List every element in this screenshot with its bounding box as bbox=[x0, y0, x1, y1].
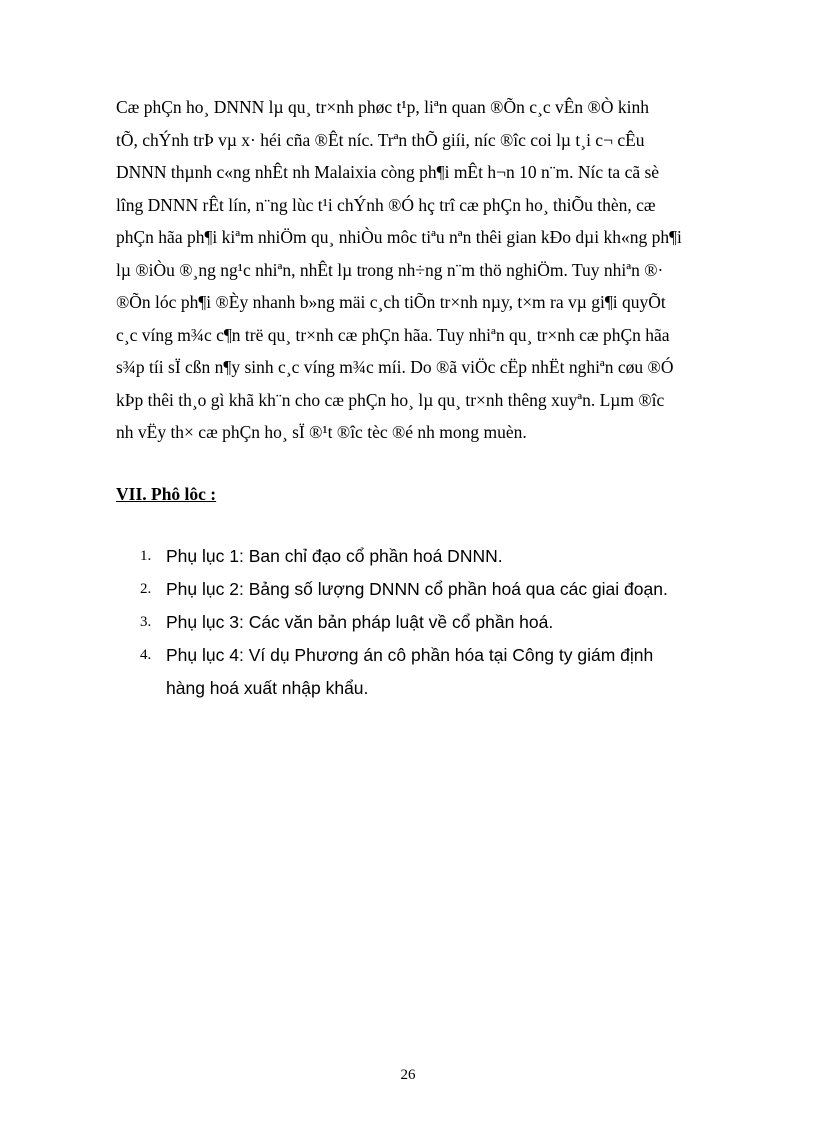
appendix-item-line: hàng hoá xuất nhập khẩu. bbox=[166, 678, 369, 698]
appendix-item-line: Phụ lục 1: Ban chỉ đạo cổ phần hoá DNNN. bbox=[166, 546, 503, 566]
appendix-item-line: Phụ lục 4: Ví dụ Phương án cô phần hóa tại Công ty giám định bbox=[166, 645, 654, 665]
appendix-item-text bbox=[166, 573, 756, 606]
body-paragraph bbox=[116, 91, 756, 449]
list-number: 4. bbox=[140, 647, 152, 663]
page-number: 26 bbox=[400, 1067, 416, 1083]
appendix-item-text bbox=[166, 540, 756, 573]
paragraph-line: s¾p tíi sÏ cßn n¶y sinh c¸c víng m¾c míi. Do ®ã viÖc cËp nhËt nghiªn cøu ®Ó bbox=[116, 357, 674, 377]
paragraph-line: c¸c víng m¾c c¶n trë qu¸ tr×nh cæ phÇn hãa. Tuy nhiªn qu¸ tr×nh cæ phÇn hãa bbox=[116, 324, 670, 345]
appendix-list bbox=[116, 540, 756, 705]
paragraph-line: tÕ, chÝnh trÞ vµ x· héi cña ®Êt níc. Trªn thÕ giíi, níc ®îc coi lµ t¸i c¬ cÊu bbox=[116, 129, 645, 150]
paragraph-line: ®Õn lóc ph¶i ®Èy nhanh b»ng mäi c¸ch tiÕn tr×nh nµy, t×m ra vµ gi¶i quyÕt bbox=[116, 292, 666, 312]
paragraph-line: DNNN thµnh c«ng nhÊt nh Malaixia còng ph¶i mÊt h¬n 10 n¨m. Níc ta cã sè bbox=[116, 162, 660, 182]
paragraph-line: Cæ phÇn ho¸ DNNN lµ qu¸ tr×nh phøc t¹p, liªn quan ®Õn c¸c vÊn ®Ò kinh bbox=[116, 97, 649, 117]
paragraph-line: lµ ®iÒu ®¸ng ng¹c nhiªn, nhÊt lµ trong nh÷ng n¨m thö nghiÖm. Tuy nhiªn ®· bbox=[116, 259, 664, 280]
list-number: 1. bbox=[140, 548, 152, 564]
paragraph-line: lîng DNNN rÊt lín, n¨ng lùc t¹i chÝnh ®Ó hç trî cæ phÇn ho¸ thiÕu thèn, cæ bbox=[116, 194, 656, 215]
appendix-item-3 bbox=[116, 606, 756, 639]
list-number: 2. bbox=[140, 581, 152, 597]
appendix-item-2 bbox=[116, 573, 756, 606]
appendix-item-line: Phụ lục 3: Các văn bản pháp luật về cổ phần hoá. bbox=[166, 612, 554, 632]
appendix-heading: VII. Phô lôc : bbox=[116, 484, 217, 504]
appendix-item-1 bbox=[116, 540, 756, 573]
appendix-item-4 bbox=[116, 639, 756, 705]
paragraph-line: phÇn hãa ph¶i kiªm nhiÖm qu¸ nhiÒu môc tiªu nªn thêi gian kÐo dµi kh«ng ph¶i bbox=[116, 227, 682, 247]
paragraph-line: nh vËy th× cæ phÇn ho¸ sÏ ®¹t ®îc tèc ®é nh mong muèn. bbox=[116, 422, 527, 442]
appendix-item-text bbox=[166, 606, 756, 639]
appendix-item-text bbox=[166, 639, 756, 705]
appendix-item-line: Phụ lục 2: Bảng số lượng DNNN cổ phần hoá qua các giai đoạn. bbox=[166, 579, 668, 599]
paragraph-line: kÞp thêi th¸o gì khã kh¨n cho cæ phÇn ho¸ lµ qu¸ tr×nh thêng xuyªn. Lµm ®îc bbox=[116, 389, 665, 410]
list-number: 3. bbox=[140, 614, 152, 630]
